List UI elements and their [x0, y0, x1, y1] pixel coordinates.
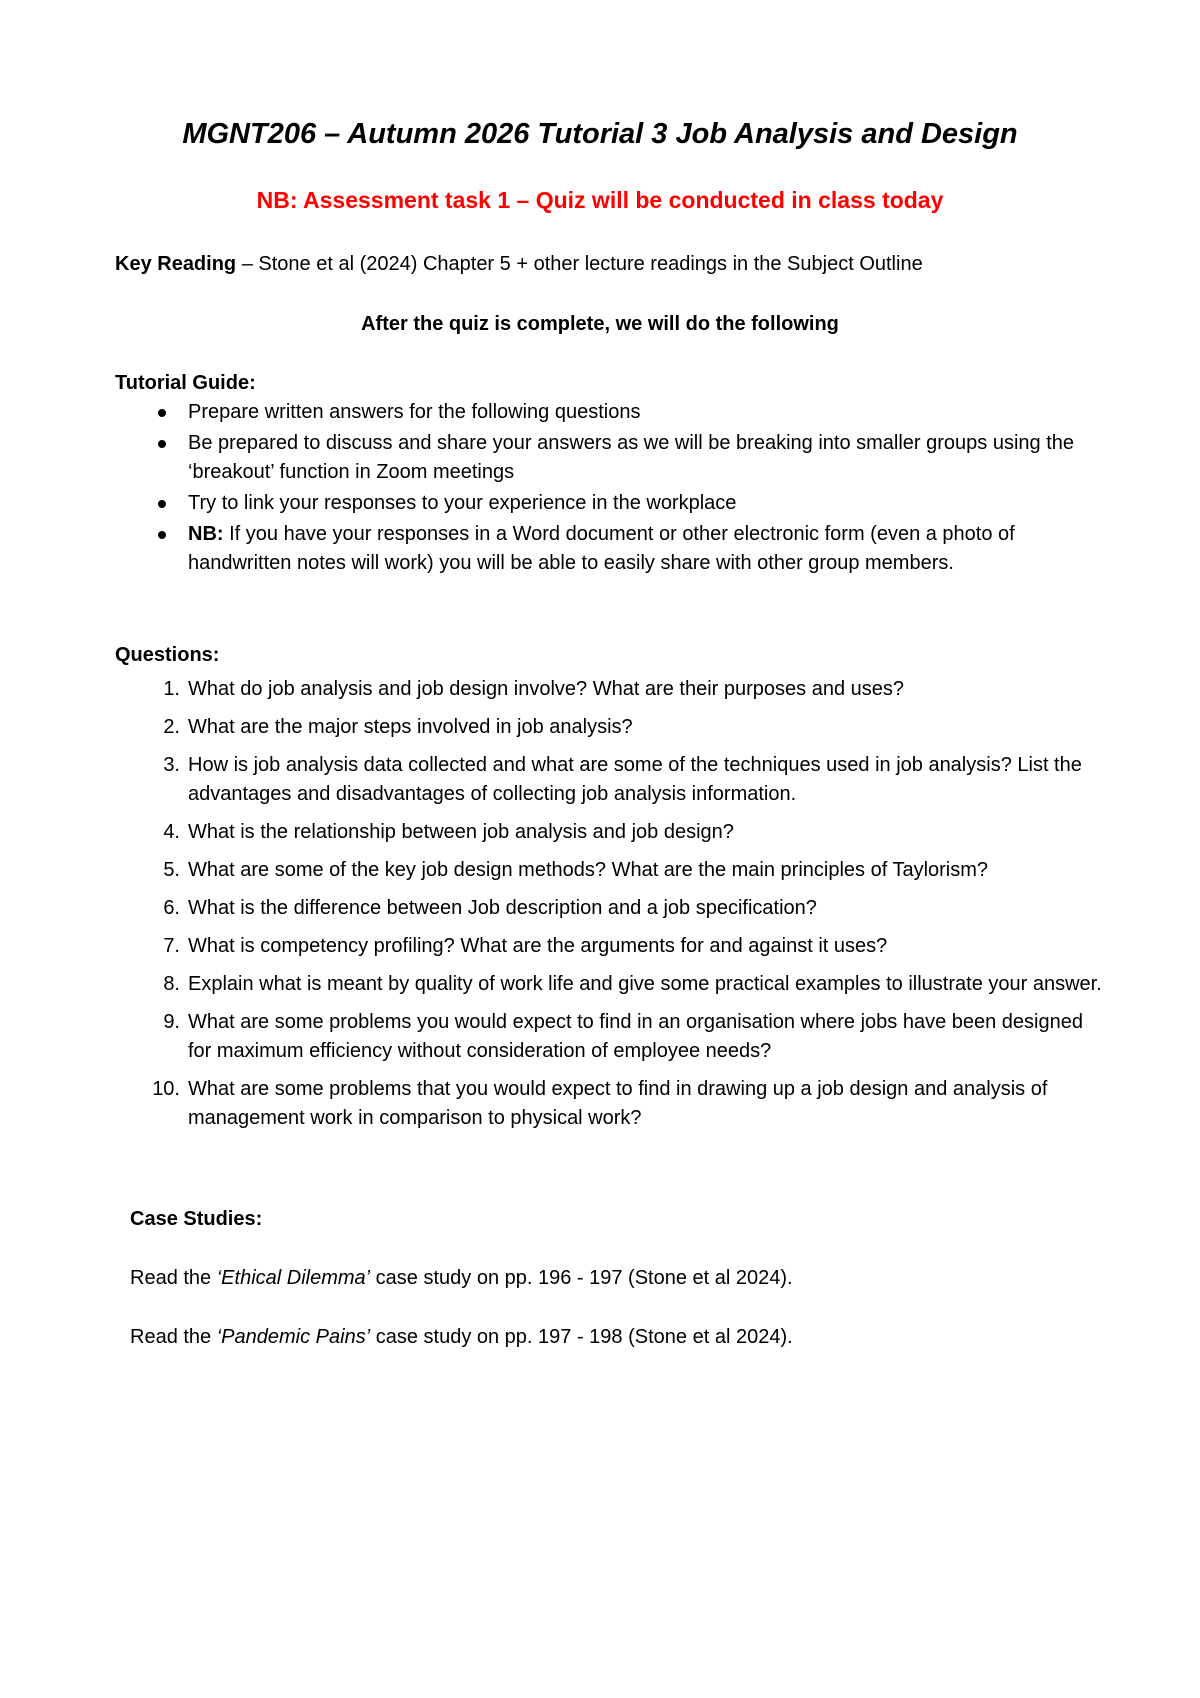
- question-item: [163, 856, 1108, 885]
- question-text: What do job analysis and job design involve? What are their purposes and uses?: [188, 678, 904, 700]
- question-item: [163, 751, 1108, 809]
- bullet-text: Be prepared to discuss and share your answers as we will be breaking into smaller groups using the ‘breakout’ function in Zoom meetings: [188, 432, 1075, 483]
- question-number: 2.: [163, 716, 180, 738]
- question-text: What is the difference between Job description and a job specification?: [188, 897, 817, 919]
- case-prefix: Read the: [130, 1326, 217, 1348]
- question-number: 6.: [163, 897, 180, 919]
- list-item: [188, 429, 1108, 487]
- bullet-text: If you have your responses in a Word document or other electronic form (even a photo of handwritten notes will work) you will be able to easily share with other group members.: [188, 523, 1015, 574]
- tutorial-guide-list: [188, 398, 1108, 580]
- after-quiz-note: After the quiz is complete, we will do the following: [361, 313, 839, 335]
- question-text: What is competency profiling? What are the arguments for and against it uses?: [188, 935, 888, 957]
- case-study-pandemic-pains: [130, 1323, 793, 1351]
- case-prefix: Read the: [130, 1267, 217, 1289]
- bullet-icon: [158, 500, 166, 508]
- question-number: 5.: [163, 859, 180, 881]
- bullet-icon: [158, 409, 166, 417]
- question-number: 7.: [163, 935, 180, 957]
- page-title: MGNT206 – Autumn 2026 Tutorial 3 Job Analysis and Design: [182, 118, 1018, 150]
- nb-label: NB:: [188, 523, 224, 545]
- case-suffix: case study on pp. 197 - 198 (Stone et al 2024).: [370, 1326, 793, 1348]
- case-studies-heading: Case Studies:: [130, 1208, 263, 1230]
- questions-heading: Questions:: [115, 644, 220, 666]
- tutorial-guide-heading: Tutorial Guide:: [115, 372, 256, 394]
- question-item: [163, 818, 1108, 847]
- question-text: How is job analysis data collected and what are some of the techniques used in job analysis? List the advantages and disadvantages of collecting job analysis information.: [188, 754, 1082, 805]
- question-number: 3.: [163, 754, 180, 776]
- assessment-notice: NB: Assessment task 1 – Quiz will be conducted in class today: [256, 187, 944, 213]
- question-text: Explain what is meant by quality of work life and give some practical examples to illustrate your answer.: [188, 973, 1102, 995]
- list-item: [188, 489, 1108, 518]
- key-reading-text: – Stone et al (2024) Chapter 5 + other lecture readings in the Subject Outline: [236, 253, 923, 275]
- question-number: 1.: [163, 678, 180, 700]
- question-number: 10.: [152, 1078, 180, 1100]
- questions-list: [152, 675, 1108, 1142]
- list-item: [188, 398, 1108, 427]
- question-item: [163, 1008, 1108, 1066]
- question-number: 4.: [163, 821, 180, 843]
- list-item: [188, 520, 1108, 578]
- key-reading-label: Key Reading: [115, 253, 237, 275]
- case-name: ‘Ethical Dilemma’: [216, 1267, 371, 1289]
- bullet-icon: [158, 531, 166, 539]
- question-number: 8.: [163, 973, 180, 995]
- question-text: What are the major steps involved in job analysis?: [188, 716, 633, 738]
- bullet-text: Prepare written answers for the following questions: [188, 401, 641, 423]
- question-number: 9.: [163, 1011, 180, 1033]
- question-item: [163, 932, 1108, 961]
- case-study-ethical-dilemma: [130, 1264, 793, 1292]
- bullet-icon: [158, 440, 166, 448]
- case-suffix: case study on pp. 196 - 197 (Stone et al 2024).: [370, 1267, 793, 1289]
- question-text: What are some problems that you would expect to find in drawing up a job design and analysis of management work in comparison to physical work?: [188, 1078, 1048, 1129]
- question-item: [152, 1075, 1108, 1133]
- question-text: What is the relationship between job analysis and job design?: [188, 821, 734, 843]
- question-item: [163, 675, 1108, 704]
- question-item: [163, 713, 1108, 742]
- question-item: [163, 894, 1108, 923]
- bullet-text: Try to link your responses to your experience in the workplace: [188, 492, 737, 514]
- question-item: [163, 970, 1108, 999]
- question-text: What are some of the key job design methods? What are the main principles of Taylorism?: [188, 859, 989, 881]
- case-name: ‘Pandemic Pains’: [216, 1326, 371, 1348]
- key-reading: [115, 250, 923, 278]
- question-text: What are some problems you would expect to find in an organisation where jobs have been designed for maximum efficiency without consideration of employee needs?: [188, 1011, 1083, 1062]
